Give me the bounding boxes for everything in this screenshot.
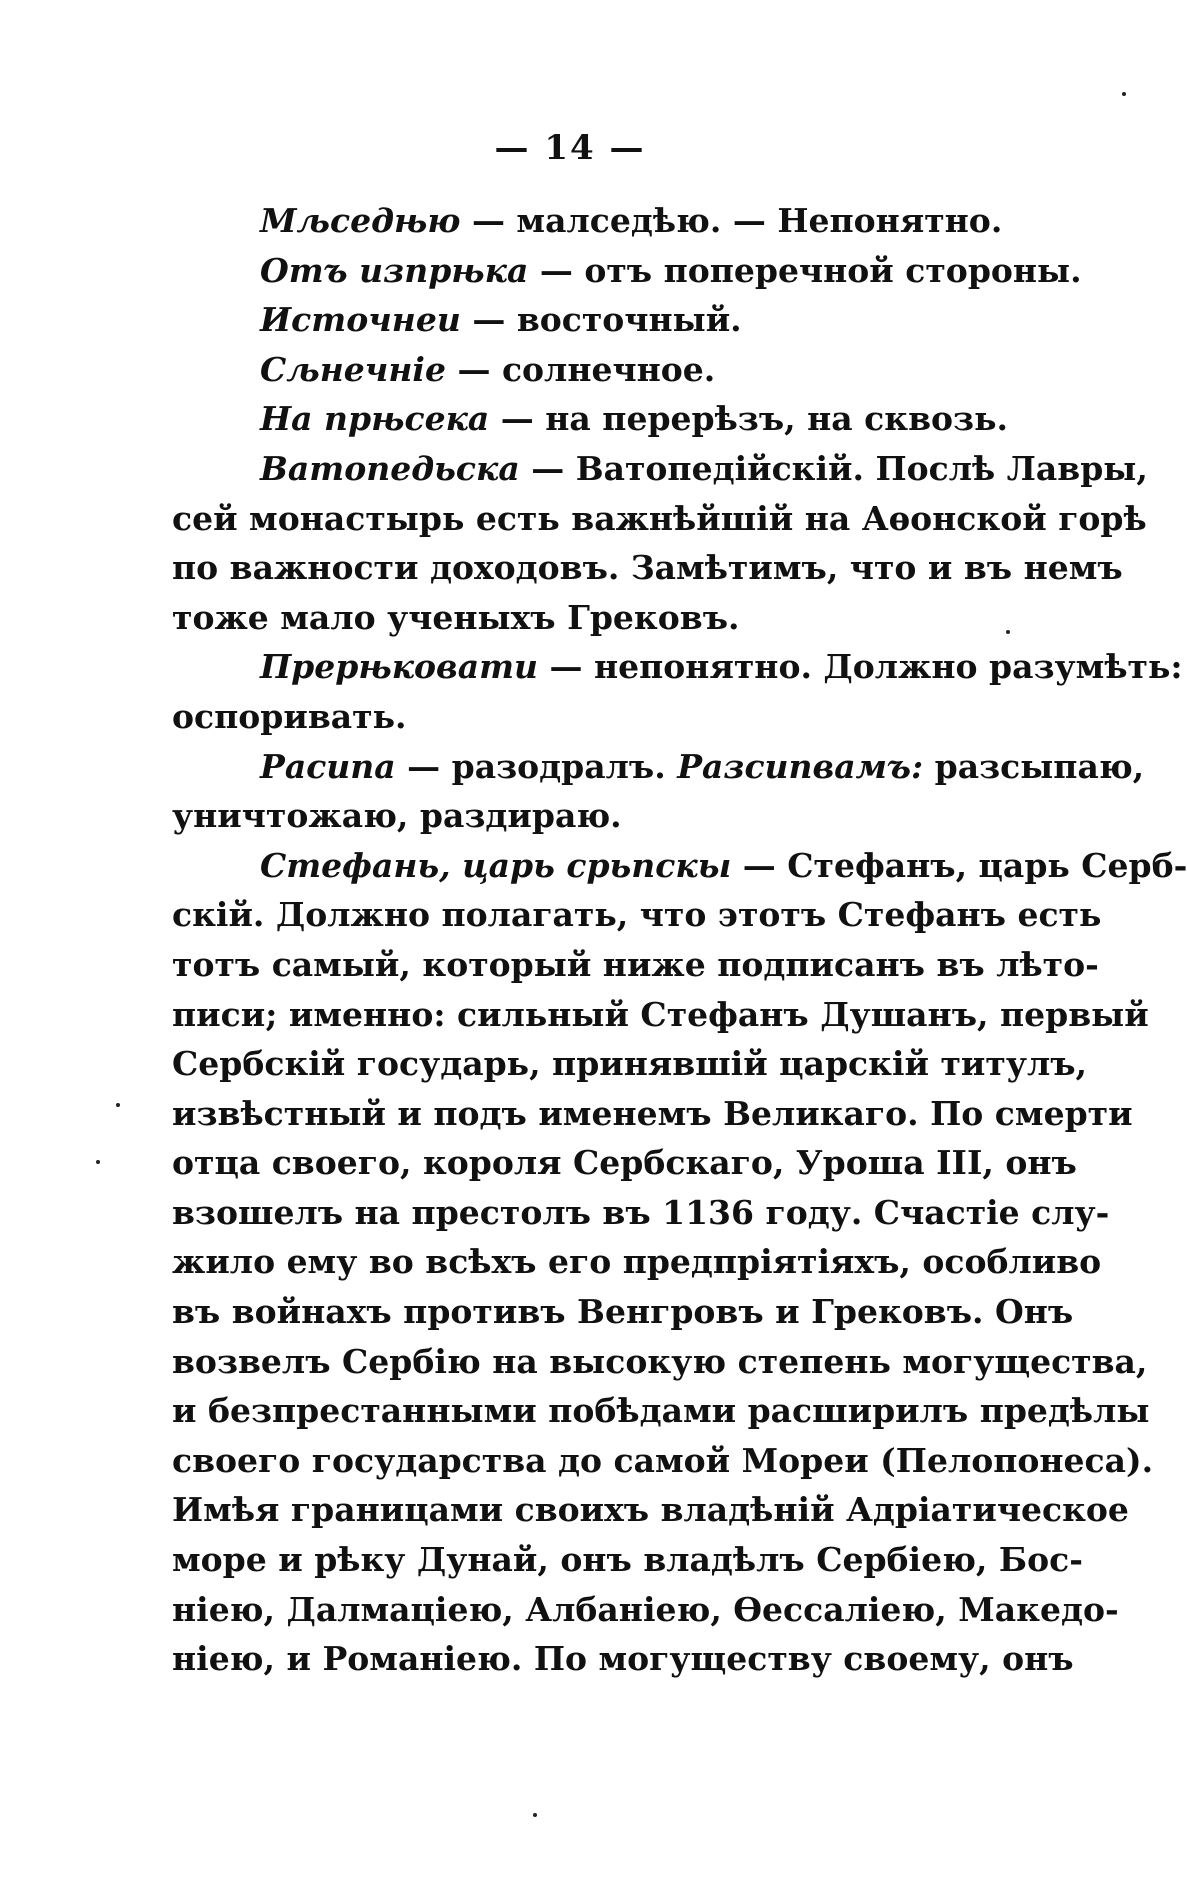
line-text: жило ему во всѣхъ его предпріятіяхъ, особливо bbox=[172, 1242, 1102, 1282]
line-text: — Ватопедійскій. Послѣ Лавры, bbox=[519, 448, 1148, 488]
line-text: ніею, и Романіею. По могуществу своему, онъ bbox=[172, 1639, 1074, 1679]
text-line bbox=[172, 1039, 1088, 1089]
line-text: — отъ поперечной стороны. bbox=[528, 250, 1082, 290]
text-line bbox=[172, 1485, 1129, 1535]
line-text: — малседѣю. — Непонятно. bbox=[460, 201, 1003, 240]
text-line bbox=[172, 1237, 1102, 1287]
text-line bbox=[172, 1138, 1077, 1188]
line-text: уничтожаю, раздираю. bbox=[172, 796, 622, 836]
text-line bbox=[172, 593, 1072, 643]
text-line bbox=[172, 196, 1072, 246]
text-line bbox=[172, 940, 1099, 990]
text-line bbox=[172, 1634, 1072, 1684]
text-line bbox=[172, 1287, 1072, 1337]
glossary-term: Ватопедьска bbox=[260, 448, 520, 488]
text-line bbox=[172, 543, 1123, 593]
glossary-term: На прњсека bbox=[260, 399, 490, 439]
text-line bbox=[172, 692, 1072, 742]
text-line bbox=[172, 1585, 1119, 1635]
line-text: — непонятно. Должно разумѣть: bbox=[538, 647, 1183, 687]
line-text: — солнечное. bbox=[445, 349, 716, 389]
line-text: Имѣя границами своихъ владѣній Адріатическое bbox=[172, 1490, 1129, 1530]
line-text: по важности доходовъ. Замѣтимъ, что и въ немъ bbox=[172, 548, 1123, 588]
glossary-term: Отъ изпрњка bbox=[260, 250, 529, 290]
print-speck bbox=[1006, 630, 1010, 634]
print-speck bbox=[1122, 92, 1126, 96]
text-line bbox=[172, 394, 1072, 444]
line-text: и безпрестанными побѣдами расширилъ предѣлы bbox=[172, 1391, 1150, 1431]
line-text: возвелъ Сербію на высокую степень могущества, bbox=[172, 1341, 1148, 1381]
text-line bbox=[172, 742, 1145, 792]
text-line bbox=[172, 444, 1148, 494]
glossary-term: Мљседњю bbox=[260, 201, 461, 240]
line-text: сей монастырь есть важнѣйшій на Аѳонской горѣ bbox=[172, 498, 1147, 538]
print-speck bbox=[116, 1103, 120, 1107]
line-text: — восточный. bbox=[460, 300, 742, 340]
text-line bbox=[172, 246, 1082, 296]
text-line bbox=[172, 345, 1072, 395]
text-line bbox=[172, 1337, 1148, 1387]
line-text: писи; именно: сильный Стефанъ Душанъ, первый bbox=[172, 994, 1149, 1034]
page-number: — 14 — bbox=[494, 128, 646, 168]
text-line bbox=[172, 1535, 1083, 1585]
line-text: отца своего, короля Сербскаго, Уроша III, онъ bbox=[172, 1143, 1077, 1183]
line-text: тоже мало ученыхъ Грековъ. bbox=[172, 597, 740, 637]
text-line bbox=[172, 990, 1149, 1040]
text-line bbox=[172, 295, 1072, 345]
print-speck bbox=[96, 1160, 100, 1164]
line-text: — на перерѣзъ, на сквозь. bbox=[489, 399, 1008, 439]
text-line bbox=[172, 1089, 1133, 1139]
line-text: море и рѣку Дунай, онъ владѣлъ Сербіею, Бос- bbox=[172, 1540, 1083, 1580]
text-line bbox=[172, 642, 1183, 692]
glossary-term: Источнеи bbox=[260, 300, 461, 340]
text-line bbox=[172, 1386, 1150, 1436]
text-line bbox=[172, 1436, 1154, 1486]
line-text: своего государства до самой Мореи (Пелопонеса). bbox=[172, 1440, 1154, 1480]
text-line bbox=[172, 1188, 1110, 1238]
line-text: оспоривать. bbox=[172, 696, 407, 736]
glossary-term: Стефань, царь срьпскы bbox=[260, 845, 732, 885]
line-text: взошелъ на престолъ въ 1136 году. Счастіе слу- bbox=[172, 1192, 1110, 1232]
line-text: ніею, Далмаціею, Албаніею, Ѳессаліею, Македо- bbox=[172, 1589, 1119, 1629]
glossary-term: Расипа bbox=[260, 746, 396, 786]
glossary-term: Разсипвамъ: bbox=[677, 746, 924, 786]
line-text: въ войнахъ противъ Венгровъ и Грековъ. Онъ bbox=[172, 1292, 1074, 1332]
text-line bbox=[172, 841, 1187, 891]
glossary-term: Прерњковати bbox=[260, 647, 539, 687]
line-text: тотъ самый, который ниже подписанъ въ лѣто- bbox=[172, 944, 1099, 984]
text-line bbox=[172, 890, 1102, 940]
text-line bbox=[172, 791, 1072, 841]
line-text: — Стефанъ, царь Серб- bbox=[731, 845, 1187, 885]
line-text: Сербскій государь, принявшій царскій титулъ, bbox=[172, 1044, 1088, 1084]
line-text: извѣстный и подъ именемъ Великаго. По смерти bbox=[172, 1093, 1133, 1133]
text-line bbox=[172, 494, 1147, 544]
print-speck bbox=[533, 1813, 537, 1817]
glossary-term: Сљнечніе bbox=[260, 349, 446, 389]
body-text bbox=[172, 196, 1187, 1684]
line-text: разсыпаю, bbox=[923, 746, 1145, 786]
line-text: скій. Должно полагать, что этотъ Стефанъ есть bbox=[172, 895, 1102, 935]
line-text: — разодралъ. bbox=[395, 746, 678, 786]
